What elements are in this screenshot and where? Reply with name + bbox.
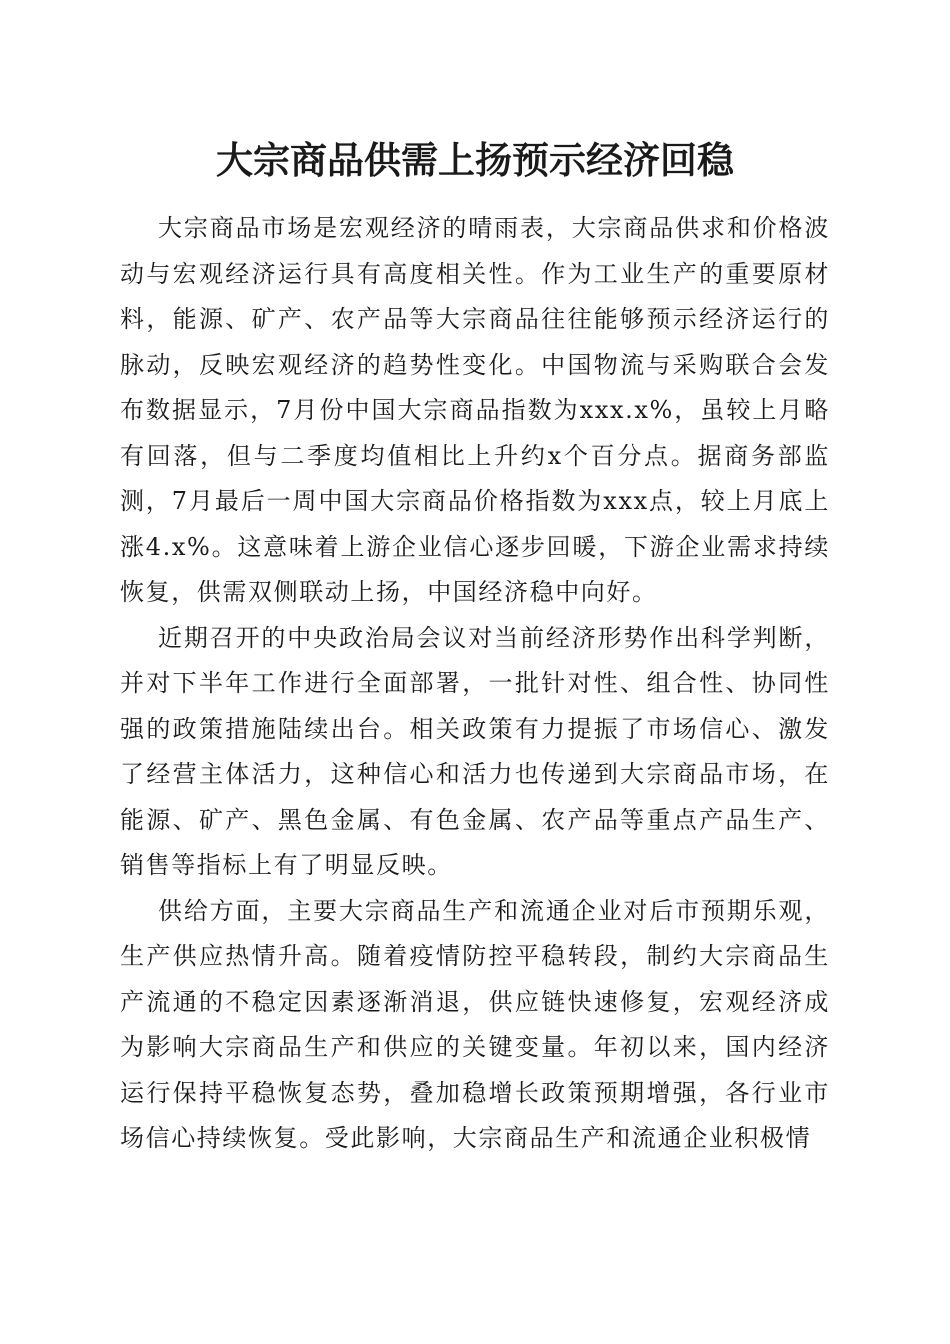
paragraph-3: 供给方面，主要大宗商品生产和流通企业对后市预期乐观，生产供应热情升高。随着疫情防控平稳转段，制约大宗商品生产流通的不稳定因素逐渐消退，供应链快速修复，宏观经济成为影响大宗商品生产和供应的关键变量。年初以来，国内经济运行保持平稳恢复态势，叠加稳增长政策预期增强，各行业市场信心持续恢复。受此影响，大宗商品生产和流通企业积极情 xyxy=(120,896,830,1152)
document-body xyxy=(120,206,830,1162)
paragraph-1: 大宗商品市场是宏观经济的晴雨表，大宗商品供求和价格波动与宏观经济运行具有高度相关性。作为工业生产的重要原材料，能源、矿产、农产品等大宗商品往往能够预示经济运行的脉动，反映宏观经济的趋势性变化。中国物流与采购联合会发布数据显示，7月份中国大宗商品指数为xxx.x%，虽较上月略有回落，但与二季度均值相比上升约x个百分点。据商务部监测，7月最后一周中国大宗商品价格指数为xxx点，较上月底上涨4.x%。这意味着上游企业信心逐步回暖，下游企业需求持续恢复，供需双侧联动上扬，中国经济稳中向好。 xyxy=(120,214,830,606)
document-title: 大宗商品供需上扬预示经济回稳 xyxy=(216,138,734,182)
paragraph-2: 近期召开的中央政治局会议对当前经济形势作出科学判断，并对下半年工作进行全面部署，一批针对性、组合性、协同性强的政策措施陆续出台。相关政策有力提振了市场信心、激发了经营主体活力，这种信心和活力也传递到大宗商品市场，在能源、矿产、黑色金属、有色金属、农产品等重点产品生产、销售等指标上有了明显反映。 xyxy=(120,623,830,879)
